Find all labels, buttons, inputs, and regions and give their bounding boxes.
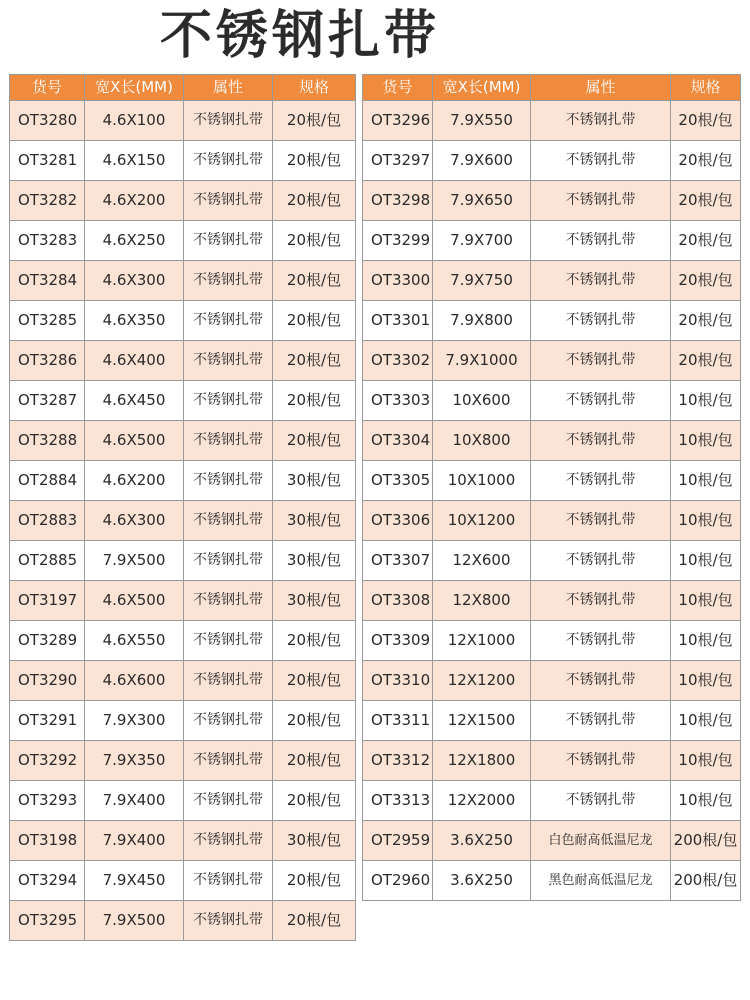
cell-item-no: OT3280 <box>10 101 85 141</box>
cell-attribute: 不锈钢扎带 <box>531 541 671 581</box>
cell-attribute: 不锈钢扎带 <box>531 261 671 301</box>
cell-spec: 10根/包 <box>671 381 741 421</box>
cell-attribute: 不锈钢扎带 <box>184 261 273 301</box>
cell-attribute: 不锈钢扎带 <box>184 621 273 661</box>
cell-spec: 10根/包 <box>671 661 741 701</box>
cell-spec: 10根/包 <box>671 741 741 781</box>
table-header-row <box>363 75 741 101</box>
cell-spec: 20根/包 <box>671 341 741 381</box>
cell-attribute: 不锈钢扎带 <box>184 341 273 381</box>
cell-spec: 20根/包 <box>273 701 356 741</box>
header-spec: 规格 <box>273 75 356 101</box>
cell-size: 4.6X100 <box>85 101 184 141</box>
cell-spec: 10根/包 <box>671 781 741 821</box>
cell-item-no: OT3306 <box>363 501 433 541</box>
table-row <box>10 181 356 221</box>
cell-attribute: 不锈钢扎带 <box>531 381 671 421</box>
header-size: 宽X长(MM) <box>433 75 531 101</box>
cell-item-no: OT3302 <box>363 341 433 381</box>
cell-spec: 20根/包 <box>273 261 356 301</box>
cell-size: 7.9X300 <box>85 701 184 741</box>
cell-size: 7.9X800 <box>433 301 531 341</box>
cell-item-no: OT3313 <box>363 781 433 821</box>
cell-spec: 20根/包 <box>671 141 741 181</box>
cell-item-no: OT3293 <box>10 781 85 821</box>
cell-size: 10X1200 <box>433 501 531 541</box>
cell-item-no: OT2884 <box>10 461 85 501</box>
cell-attribute: 白色耐高低温尼龙 <box>531 821 671 861</box>
cell-size: 4.6X300 <box>85 501 184 541</box>
cell-size: 4.6X450 <box>85 381 184 421</box>
cell-spec: 20根/包 <box>273 381 356 421</box>
cell-size: 10X800 <box>433 421 531 461</box>
cell-size: 4.6X550 <box>85 621 184 661</box>
cell-spec: 20根/包 <box>273 421 356 461</box>
cell-spec: 20根/包 <box>671 221 741 261</box>
cell-attribute: 不锈钢扎带 <box>531 301 671 341</box>
cell-attribute: 不锈钢扎带 <box>531 701 671 741</box>
cell-attribute: 不锈钢扎带 <box>531 221 671 261</box>
cell-item-no: OT3294 <box>10 861 85 901</box>
table-row <box>363 461 741 501</box>
cell-spec: 20根/包 <box>671 301 741 341</box>
table-row <box>10 781 356 821</box>
header-item-no: 货号 <box>10 75 85 101</box>
cell-spec: 20根/包 <box>273 101 356 141</box>
cell-attribute: 不锈钢扎带 <box>531 621 671 661</box>
cell-item-no: OT3300 <box>363 261 433 301</box>
cell-spec: 10根/包 <box>671 421 741 461</box>
table-row <box>363 341 741 381</box>
cell-attribute: 不锈钢扎带 <box>531 661 671 701</box>
header-item-no: 货号 <box>363 75 433 101</box>
cell-item-no: OT3308 <box>363 581 433 621</box>
cell-size: 4.6X200 <box>85 461 184 501</box>
cell-item-no: OT3290 <box>10 661 85 701</box>
cell-attribute: 不锈钢扎带 <box>531 461 671 501</box>
cell-item-no: OT3287 <box>10 381 85 421</box>
cell-item-no: OT3301 <box>363 301 433 341</box>
table-body-right <box>363 101 741 901</box>
cell-attribute: 不锈钢扎带 <box>531 741 671 781</box>
cell-item-no: OT2960 <box>363 861 433 901</box>
cell-size: 4.6X250 <box>85 221 184 261</box>
cell-size: 3.6X250 <box>433 861 531 901</box>
cell-item-no: OT3288 <box>10 421 85 461</box>
cell-size: 4.6X400 <box>85 341 184 381</box>
table-row <box>10 741 356 781</box>
cell-attribute: 不锈钢扎带 <box>184 581 273 621</box>
cell-size: 12X1800 <box>433 741 531 781</box>
cell-size: 10X600 <box>433 381 531 421</box>
cell-attribute: 不锈钢扎带 <box>531 581 671 621</box>
cell-attribute: 不锈钢扎带 <box>531 421 671 461</box>
table-row <box>363 301 741 341</box>
cell-attribute: 不锈钢扎带 <box>184 461 273 501</box>
table-row <box>363 221 741 261</box>
table-row <box>10 461 356 501</box>
cell-attribute: 不锈钢扎带 <box>184 501 273 541</box>
cell-item-no: OT2885 <box>10 541 85 581</box>
table-row <box>363 541 741 581</box>
cell-size: 7.9X500 <box>85 541 184 581</box>
cell-size: 7.9X1000 <box>433 341 531 381</box>
cell-spec: 20根/包 <box>671 181 741 221</box>
table-row <box>363 181 741 221</box>
cell-attribute: 不锈钢扎带 <box>184 821 273 861</box>
cell-size: 7.9X350 <box>85 741 184 781</box>
cell-size: 10X1000 <box>433 461 531 501</box>
table-row <box>363 701 741 741</box>
cell-attribute: 不锈钢扎带 <box>184 221 273 261</box>
cell-size: 7.9X400 <box>85 821 184 861</box>
cell-item-no: OT2883 <box>10 501 85 541</box>
cell-attribute: 不锈钢扎带 <box>184 541 273 581</box>
cell-spec: 200根/包 <box>671 861 741 901</box>
table-row <box>363 741 741 781</box>
cell-attribute: 黑色耐高低温尼龙 <box>531 861 671 901</box>
table-row <box>10 301 356 341</box>
cell-attribute: 不锈钢扎带 <box>531 781 671 821</box>
cell-item-no: OT3296 <box>363 101 433 141</box>
cell-size: 12X1000 <box>433 621 531 661</box>
cell-spec: 30根/包 <box>273 501 356 541</box>
table-row <box>363 821 741 861</box>
cell-size: 7.9X500 <box>85 901 184 941</box>
cell-item-no: OT3291 <box>10 701 85 741</box>
header-attribute: 属性 <box>531 75 671 101</box>
cell-spec: 10根/包 <box>671 581 741 621</box>
cell-spec: 10根/包 <box>671 701 741 741</box>
table-row <box>10 661 356 701</box>
table-row <box>10 221 356 261</box>
cell-item-no: OT3281 <box>10 141 85 181</box>
cell-attribute: 不锈钢扎带 <box>184 701 273 741</box>
table-row <box>363 381 741 421</box>
table-row <box>10 341 356 381</box>
cell-item-no: OT3303 <box>363 381 433 421</box>
cell-size: 12X1200 <box>433 661 531 701</box>
cell-size: 4.6X350 <box>85 301 184 341</box>
table-row <box>363 621 741 661</box>
cell-item-no: OT3309 <box>363 621 433 661</box>
cell-attribute: 不锈钢扎带 <box>184 381 273 421</box>
table-row <box>363 661 741 701</box>
table-row <box>10 581 356 621</box>
cell-attribute: 不锈钢扎带 <box>531 141 671 181</box>
cell-item-no: OT3282 <box>10 181 85 221</box>
cell-spec: 20根/包 <box>273 341 356 381</box>
cell-item-no: OT3197 <box>10 581 85 621</box>
cell-size: 4.6X200 <box>85 181 184 221</box>
table-row <box>363 781 741 821</box>
cell-item-no: OT3292 <box>10 741 85 781</box>
table-row <box>10 621 356 661</box>
cell-item-no: OT3284 <box>10 261 85 301</box>
table-body-left <box>10 101 356 941</box>
cell-size: 12X2000 <box>433 781 531 821</box>
cell-size: 3.6X250 <box>433 821 531 861</box>
cell-attribute: 不锈钢扎带 <box>184 861 273 901</box>
cell-spec: 20根/包 <box>273 661 356 701</box>
cell-size: 12X1500 <box>433 701 531 741</box>
cell-spec: 20根/包 <box>671 261 741 301</box>
cell-attribute: 不锈钢扎带 <box>184 181 273 221</box>
cell-size: 4.6X500 <box>85 581 184 621</box>
cell-item-no: OT3286 <box>10 341 85 381</box>
cell-spec: 20根/包 <box>273 181 356 221</box>
cell-spec: 30根/包 <box>273 541 356 581</box>
table-row <box>10 861 356 901</box>
cell-item-no: OT3283 <box>10 221 85 261</box>
table-row <box>363 141 741 181</box>
page-title: 不锈钢扎带 <box>159 6 440 66</box>
cell-spec: 10根/包 <box>671 621 741 661</box>
cell-spec: 20根/包 <box>273 781 356 821</box>
cell-item-no: OT3305 <box>363 461 433 501</box>
cell-spec: 30根/包 <box>273 581 356 621</box>
cell-spec: 20根/包 <box>273 221 356 261</box>
table-row <box>10 541 356 581</box>
cell-size: 7.9X750 <box>433 261 531 301</box>
cell-size: 7.9X400 <box>85 781 184 821</box>
cell-attribute: 不锈钢扎带 <box>531 341 671 381</box>
cell-item-no: OT2959 <box>363 821 433 861</box>
header-attribute: 属性 <box>184 75 273 101</box>
cell-spec: 20根/包 <box>273 301 356 341</box>
cell-size: 7.9X700 <box>433 221 531 261</box>
table-row <box>363 421 741 461</box>
cell-item-no: OT3304 <box>363 421 433 461</box>
cell-item-no: OT3295 <box>10 901 85 941</box>
cell-attribute: 不锈钢扎带 <box>184 101 273 141</box>
table-row <box>10 701 356 741</box>
cell-item-no: OT3285 <box>10 301 85 341</box>
cell-spec: 20根/包 <box>273 621 356 661</box>
cell-size: 7.9X450 <box>85 861 184 901</box>
cell-item-no: OT3311 <box>363 701 433 741</box>
cell-item-no: OT3198 <box>10 821 85 861</box>
product-table-left <box>9 74 356 941</box>
table-row <box>10 101 356 141</box>
table-row <box>363 861 741 901</box>
cell-item-no: OT3310 <box>363 661 433 701</box>
table-row <box>10 901 356 941</box>
table-row <box>363 501 741 541</box>
cell-spec: 20根/包 <box>273 141 356 181</box>
cell-size: 4.6X150 <box>85 141 184 181</box>
cell-spec: 30根/包 <box>273 821 356 861</box>
cell-attribute: 不锈钢扎带 <box>531 101 671 141</box>
cell-spec: 10根/包 <box>671 541 741 581</box>
cell-size: 7.9X600 <box>433 141 531 181</box>
cell-size: 7.9X550 <box>433 101 531 141</box>
cell-attribute: 不锈钢扎带 <box>184 741 273 781</box>
cell-attribute: 不锈钢扎带 <box>184 301 273 341</box>
table-row <box>10 261 356 301</box>
cell-size: 7.9X650 <box>433 181 531 221</box>
cell-item-no: OT3312 <box>363 741 433 781</box>
product-table-right <box>362 74 741 901</box>
cell-size: 4.6X600 <box>85 661 184 701</box>
table-row <box>363 581 741 621</box>
cell-spec: 10根/包 <box>671 461 741 501</box>
table-row <box>10 421 356 461</box>
cell-attribute: 不锈钢扎带 <box>184 781 273 821</box>
cell-item-no: OT3289 <box>10 621 85 661</box>
cell-item-no: OT3297 <box>363 141 433 181</box>
cell-attribute: 不锈钢扎带 <box>184 141 273 181</box>
table-row <box>10 381 356 421</box>
cell-size: 4.6X500 <box>85 421 184 461</box>
cell-item-no: OT3298 <box>363 181 433 221</box>
table-row <box>10 821 356 861</box>
cell-attribute: 不锈钢扎带 <box>531 501 671 541</box>
cell-size: 12X600 <box>433 541 531 581</box>
cell-spec: 30根/包 <box>273 461 356 501</box>
table-row <box>363 101 741 141</box>
header-size: 宽X长(MM) <box>85 75 184 101</box>
cell-spec: 200根/包 <box>671 821 741 861</box>
cell-size: 12X800 <box>433 581 531 621</box>
cell-attribute: 不锈钢扎带 <box>531 181 671 221</box>
table-row <box>363 261 741 301</box>
cell-spec: 10根/包 <box>671 501 741 541</box>
cell-spec: 20根/包 <box>273 861 356 901</box>
cell-attribute: 不锈钢扎带 <box>184 901 273 941</box>
cell-attribute: 不锈钢扎带 <box>184 421 273 461</box>
cell-item-no: OT3307 <box>363 541 433 581</box>
table-row <box>10 501 356 541</box>
cell-item-no: OT3299 <box>363 221 433 261</box>
header-spec: 规格 <box>671 75 741 101</box>
cell-attribute: 不锈钢扎带 <box>184 661 273 701</box>
table-header-row <box>10 75 356 101</box>
cell-spec: 20根/包 <box>273 741 356 781</box>
cell-size: 4.6X300 <box>85 261 184 301</box>
table-row <box>10 141 356 181</box>
cell-spec: 20根/包 <box>671 101 741 141</box>
cell-spec: 20根/包 <box>273 901 356 941</box>
